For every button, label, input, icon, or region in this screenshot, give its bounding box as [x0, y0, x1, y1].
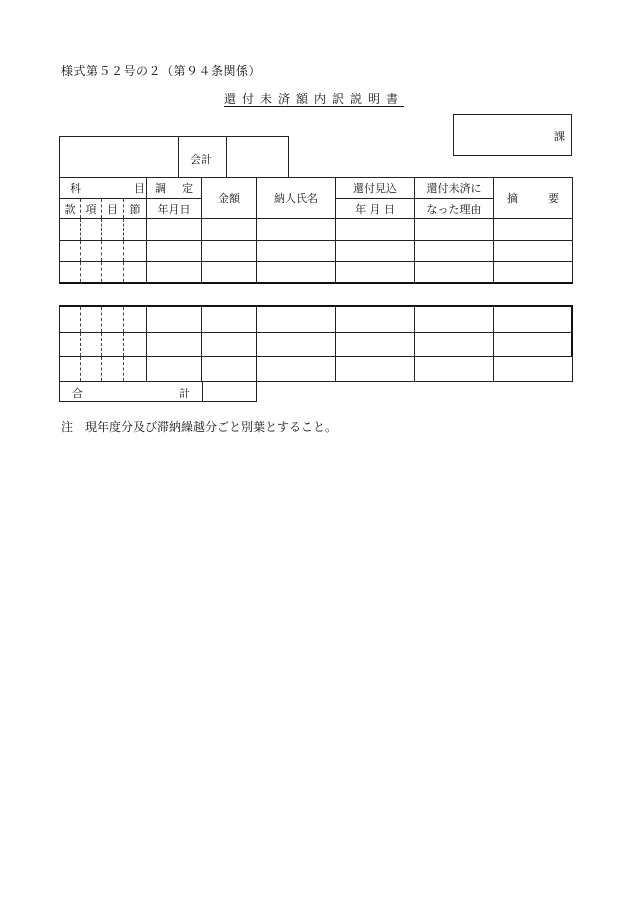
cell[interactable] [60, 219, 81, 241]
header-summary-1: 摘 [507, 192, 518, 205]
cell[interactable] [336, 262, 415, 283]
cell[interactable] [124, 332, 147, 356]
cell[interactable] [81, 241, 102, 262]
cell[interactable] [202, 262, 257, 283]
cell[interactable] [415, 356, 494, 381]
cell[interactable] [415, 241, 494, 262]
total-label-1: 合 [72, 387, 83, 400]
cell[interactable] [494, 219, 573, 241]
cell[interactable] [415, 262, 494, 283]
cell[interactable] [336, 241, 415, 262]
cell[interactable] [81, 262, 102, 283]
cell[interactable] [257, 241, 336, 262]
total-label-2: 計 [179, 387, 190, 400]
cell[interactable] [415, 219, 494, 241]
header-chotei-date: 年月日 [147, 199, 202, 219]
header-kamoku-1: 科 [70, 182, 81, 195]
cell[interactable] [81, 219, 102, 241]
cell[interactable] [102, 356, 124, 381]
cell[interactable] [202, 356, 257, 381]
cell[interactable] [202, 241, 257, 262]
cell[interactable] [147, 262, 202, 283]
cell[interactable] [336, 332, 415, 356]
table-row [60, 241, 573, 262]
cell[interactable] [202, 306, 257, 332]
cell[interactable] [147, 356, 202, 381]
cell[interactable] [60, 241, 81, 262]
cell[interactable] [124, 219, 147, 241]
cell[interactable] [60, 306, 81, 332]
cell[interactable] [147, 219, 202, 241]
cell[interactable] [494, 241, 573, 262]
header-refund-plan: 還付見込 [336, 178, 415, 199]
header-payer: 納人氏名 [257, 178, 336, 219]
breakdown-table [59, 177, 573, 284]
cell[interactable] [81, 306, 102, 332]
header-kou: 項 [81, 199, 102, 219]
cell[interactable] [124, 306, 147, 332]
form-number: 様式第５２号の２（第９４条関係） [61, 64, 262, 78]
header-kamoku [60, 178, 147, 199]
cell[interactable] [102, 241, 124, 262]
cell[interactable] [257, 356, 336, 381]
table-row [60, 356, 573, 381]
cell[interactable] [257, 306, 336, 332]
table-row [60, 332, 573, 356]
header-summary [494, 178, 573, 219]
cell[interactable] [257, 219, 336, 241]
continuation-table [59, 305, 573, 382]
cell[interactable] [60, 332, 81, 356]
header-unpaid-reason-1: 還付未済に [415, 178, 494, 199]
cell[interactable] [102, 332, 124, 356]
cell[interactable] [202, 332, 257, 356]
cell[interactable] [257, 262, 336, 283]
table-row [60, 262, 573, 283]
account-divider [178, 137, 179, 177]
footnote-text: 現年度分及び滞納繰越分ごと別葉とすること。 [85, 420, 338, 434]
header-chotei-2: 定 [182, 182, 193, 195]
total-divider [202, 381, 203, 401]
cell[interactable] [415, 332, 494, 356]
header-refund-plan-date: 年 月 日 [336, 199, 415, 219]
section-box [453, 114, 572, 156]
document-title: 還付未済額内訳説明書 [224, 92, 405, 106]
cell[interactable] [147, 241, 202, 262]
header-moku: 目 [102, 199, 124, 219]
cell[interactable] [494, 332, 573, 356]
cell[interactable] [147, 332, 202, 356]
total-row [59, 381, 257, 402]
header-summary-2: 要 [548, 192, 559, 205]
cell[interactable] [257, 332, 336, 356]
header-setsu: 節 [124, 199, 147, 219]
section-box-label: 課 [554, 130, 565, 143]
account-divider [226, 137, 227, 177]
cell[interactable] [336, 356, 415, 381]
header-kamoku-2: 目 [134, 182, 145, 195]
cell[interactable] [124, 262, 147, 283]
table-edge-line [571, 305, 573, 356]
footnote [61, 418, 337, 435]
header-amount: 金額 [202, 178, 257, 219]
cell[interactable] [60, 356, 81, 381]
header-kan: 款 [60, 199, 81, 219]
cell[interactable] [102, 306, 124, 332]
cell[interactable] [124, 356, 147, 381]
cell[interactable] [202, 219, 257, 241]
cell[interactable] [494, 306, 573, 332]
cell[interactable] [102, 219, 124, 241]
cell[interactable] [60, 262, 81, 283]
account-label: 会計 [190, 153, 212, 166]
cell[interactable] [415, 306, 494, 332]
header-unpaid-reason-2: なった理由 [415, 199, 494, 219]
cell[interactable] [102, 262, 124, 283]
cell[interactable] [336, 306, 415, 332]
header-chotei [147, 178, 202, 199]
cell[interactable] [81, 332, 102, 356]
account-box [59, 136, 289, 177]
cell[interactable] [494, 356, 573, 381]
cell[interactable] [81, 356, 102, 381]
cell[interactable] [124, 241, 147, 262]
cell[interactable] [336, 219, 415, 241]
header-chotei-1: 調 [155, 182, 166, 195]
table-row [60, 219, 573, 241]
cell[interactable] [494, 262, 573, 283]
footnote-head: 注 [61, 420, 74, 434]
table-row [60, 306, 573, 332]
cell[interactable] [147, 306, 202, 332]
